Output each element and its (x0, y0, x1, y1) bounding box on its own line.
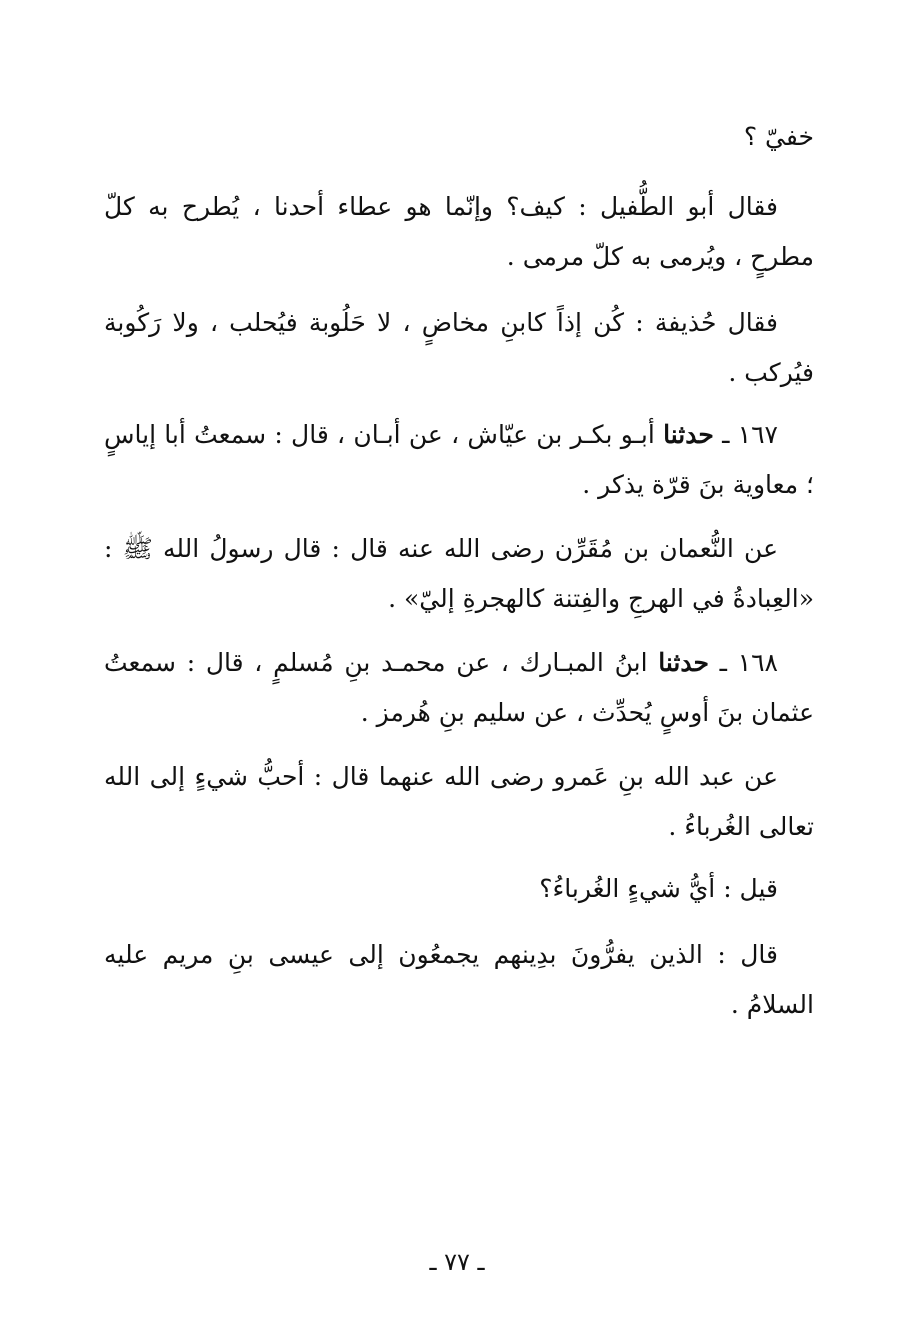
paragraph-answer (104, 930, 814, 1030)
hadith-168-matn (104, 752, 814, 852)
page-number: ـ ٧٧ ـ (429, 1248, 485, 1276)
hadith-number: ١٦٨ ـ (719, 648, 778, 677)
hadith-keyword: حدثنا (658, 648, 709, 677)
hadith-168-isnad (104, 638, 814, 738)
paragraph-text: فقال أبو الطُّفيل : كيف؟ وإنّما هو عطاء أحدنا ، يُطرح به كلّ مطرحٍ ، ويُرمى به كلّ مرمى . (104, 192, 814, 271)
paragraph-abu-tufail (104, 182, 814, 282)
hadith-167-matn (104, 524, 814, 624)
paragraph-text: فقال حُذيفة : كُن إذاً كابنِ مخاضٍ ، لا حَلُوبة فيُحلب ، ولا رَكُوبة فيُركب . (104, 308, 814, 387)
paragraph-text: قيل : أيُّ شيءٍ الغُرباءُ؟ (539, 874, 778, 903)
paragraph-continuation (104, 112, 814, 162)
paragraph-text: عن النُّعمان بن مُقَرِّن رضى الله عنه قال : قال رسولُ الله ﷺ : «العِبادةُ في الهرجِ والفِتنة كالهجرةِ إليّ» . (104, 534, 814, 613)
paragraph-text: قال : الذين يفرُّونَ بدِينهم يجمعُون إلى عيسى بنِ مريم عليه السلامُ . (104, 940, 814, 1019)
hadith-isnad-text: ابنُ المبـارك ، عن محمـد بنِ مُسلمٍ ، قال : سمعتُ عثمان بنَ أوسٍ يُحدِّث ، عن سليم بنِ هُرمز . (104, 648, 814, 727)
hadith-keyword: حدثنا (663, 420, 714, 449)
hadith-167-isnad (104, 410, 814, 510)
hadith-isnad-text: أبـو بكـر بن عيّاش ، عن أبـان ، قال : سمعتُ أبا إياسٍ ؛ معاوية بنَ قرّة يذكر . (104, 420, 814, 499)
hadith-number: ١٦٧ ـ (722, 420, 778, 449)
paragraph-question (104, 864, 814, 914)
paragraph-hudhayfa (104, 298, 814, 398)
paragraph-text: عن عبد الله بنِ عَمرو رضى الله عنهما قال : أحبُّ شيءٍ إلى الله تعالى الغُرباءُ . (104, 762, 814, 841)
paragraph-text: خفيّ ؟ (743, 122, 814, 151)
